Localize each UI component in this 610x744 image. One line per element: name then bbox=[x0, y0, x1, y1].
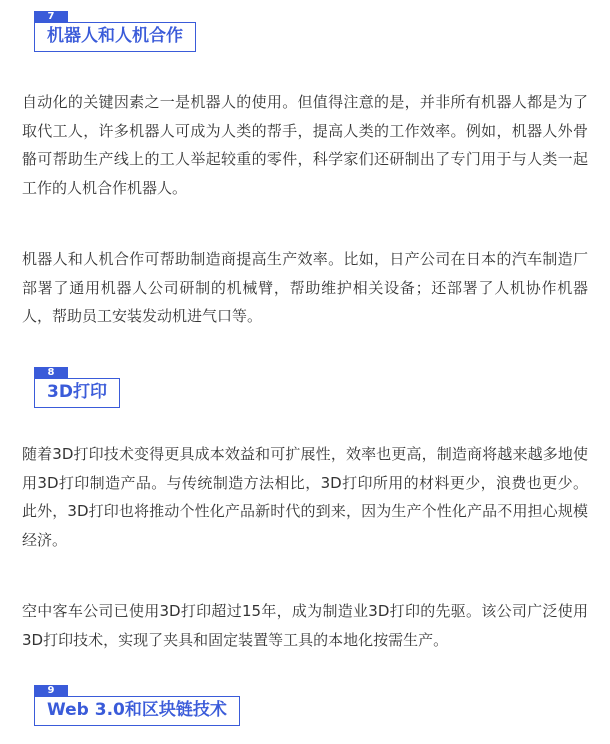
section-number-badge: 8 bbox=[34, 367, 68, 378]
paragraph: 空中客车公司已使用3D打印超过15年，成为制造业3D打印的先驱。该公司广泛使用3D打印技术，实现了夹具和固定装置等工具的本地化按需生产。 bbox=[22, 602, 588, 649]
section-title: Web 3.0和区块链技术 bbox=[34, 696, 240, 726]
paragraph: 自动化的关键因素之一是机器人的使用。但值得注意的是，并非所有机器人都是为了取代工人，许多机器人可成为人类的帮手，提高人类的工作效率。例如，机器人外骨骼可帮助生产线上的工人举起较重的零件，科学家们还研制出了专门用于与人类一起工作的人机合作机器人。 bbox=[22, 93, 588, 197]
section-title: 机器人和人机合作 bbox=[34, 22, 196, 52]
section-title: 3D打印 bbox=[34, 378, 120, 408]
paragraph: 机器人和人机合作可帮助制造商提高生产效率。比如，日产公司在日本的汽车制造厂部署了通用机器人公司研制的机械臂，帮助维护相关设备；还部署了人机协作机器人，帮助员工安装发动机进气口等。 bbox=[22, 250, 588, 325]
paragraph: 随着3D打印技术变得更具成本效益和可扩展性，效率也更高，制造商将越来越多地使用3D打印制造产品。与传统制造方法相比，3D打印所用的材料更少，浪费也更少。此外，3D打印也将推动个性化产品新时代的到来，因为生产个性化产品不用担心规模经济。 bbox=[22, 445, 588, 549]
section-number-badge: 9 bbox=[34, 685, 68, 696]
section-number-badge: 7 bbox=[34, 11, 68, 22]
